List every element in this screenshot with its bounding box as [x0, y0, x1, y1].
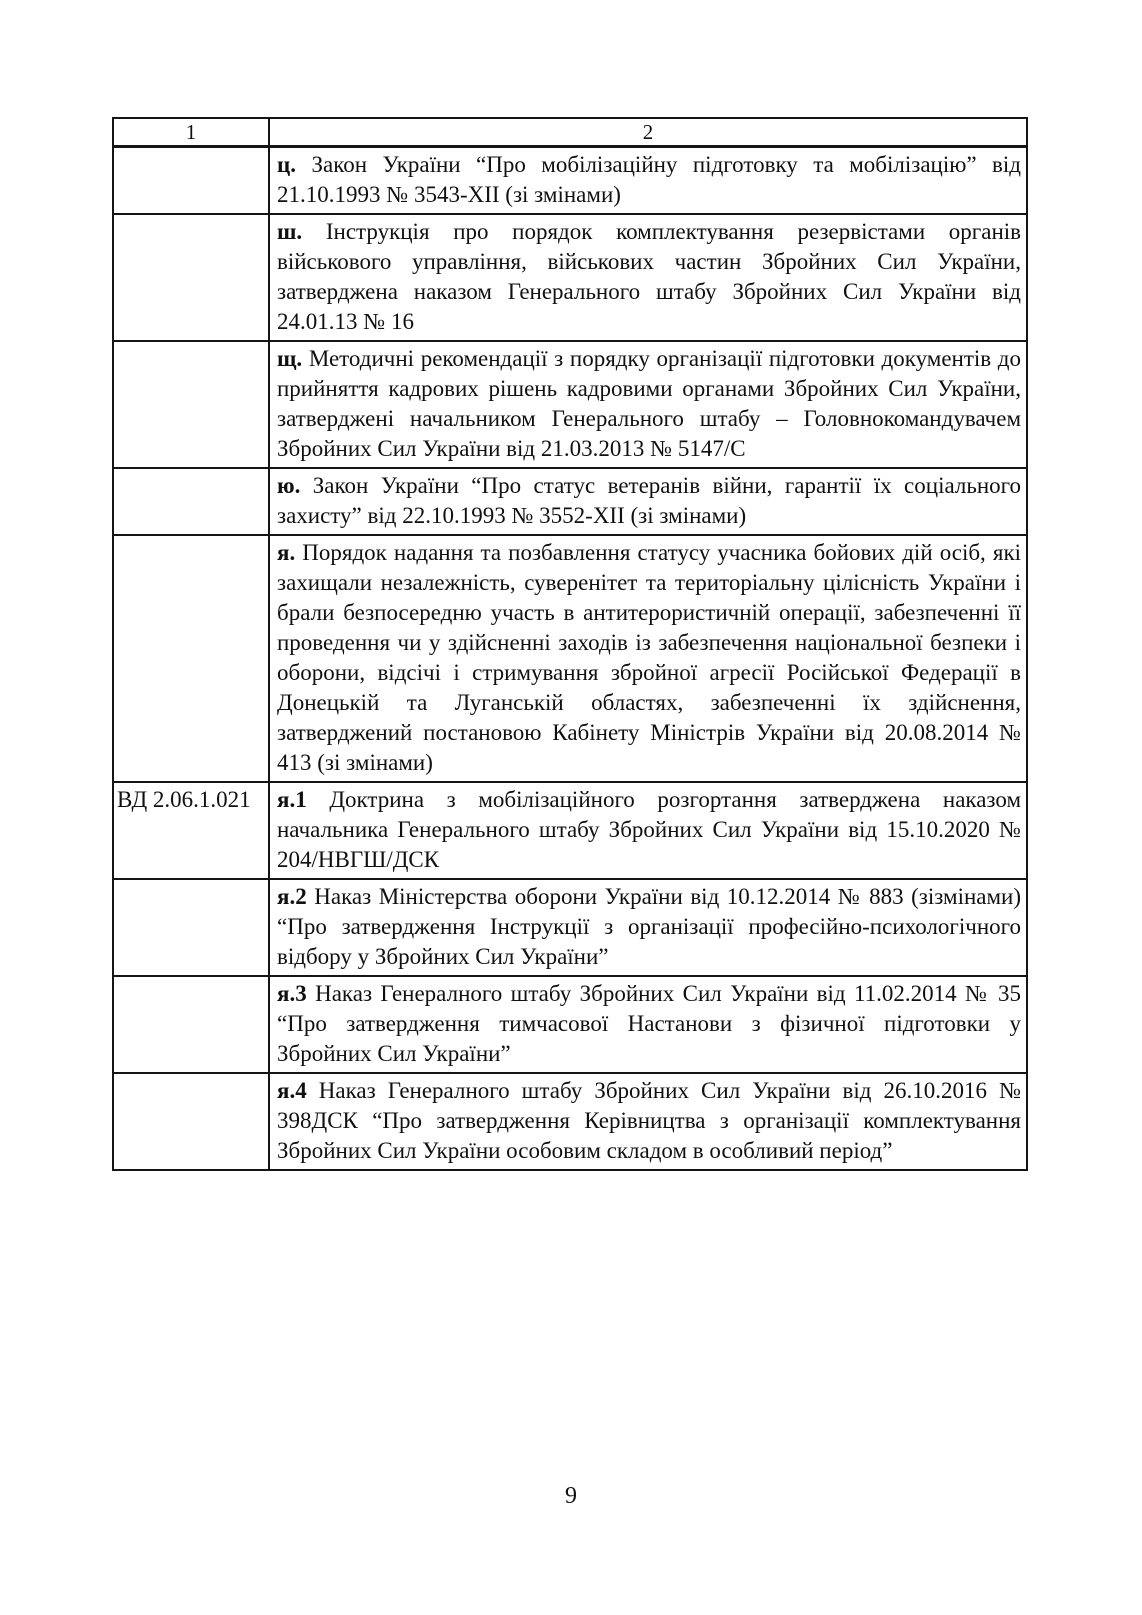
reference-text-cell [269, 341, 1027, 468]
reference-text-cell [269, 214, 1027, 341]
reference-text-cell [269, 468, 1027, 535]
column-header-2: 2 [269, 118, 1027, 147]
document-code-cell [113, 879, 269, 976]
document-code-cell [113, 1073, 269, 1170]
item-text: Наказ Міністерства оборони України від 10.12.2014 № 883 (зізмінами) “Про затвердження Інструкції з організації професійно-психологічного відбору у Збройних Сил України” [277, 884, 1022, 969]
item-label: я. [277, 540, 296, 565]
document-code-cell [113, 147, 269, 215]
document-code-cell: ВД 2.06.1.021 [113, 782, 269, 879]
table-row [113, 535, 1027, 782]
item-text: Закон України “Про статус ветеранів війни, гарантії їх соціального захисту” від 22.10.1993 № 3552-XII (зі змінами) [277, 473, 1022, 528]
reference-text-cell [269, 976, 1027, 1073]
reference-text-cell [269, 782, 1027, 879]
item-label: я.3 [277, 981, 307, 1006]
item-label: я.2 [277, 884, 307, 909]
references-table [112, 117, 1028, 1171]
item-text: Закон України “Про мобілізаційну підготовку та мобілізацію” від 21.10.1993 № 3543-XII (зі змінами) [277, 152, 1022, 207]
table-row [113, 976, 1027, 1073]
item-label: я.1 [277, 787, 307, 812]
reference-text-cell [269, 535, 1027, 782]
document-code-cell [113, 976, 269, 1073]
table-row [113, 782, 1027, 879]
reference-text-cell [269, 879, 1027, 976]
item-text: Наказ Генералного штабу Збройних Сил України від 26.10.2016 № 398ДСК “Про затвердження Керівництва з організації комплектування Збройних Сил України особовим складом в особливий період” [277, 1078, 1022, 1163]
table-row [113, 341, 1027, 468]
table-row [113, 468, 1027, 535]
table-body [113, 147, 1027, 1171]
item-text: Методичні рекомендації з порядку організації підготовки документів до прийняття кадрових рішень кадровими органами Збройних Сил України, затверджені начальником Генерального штабу – Головнокомандувачем Збройних Сил України від 21.03.2013 № 5147/С [277, 346, 1022, 461]
document-code-cell [113, 214, 269, 341]
item-label: я.4 [277, 1078, 307, 1103]
column-header-1: 1 [113, 118, 269, 147]
item-text: Доктрина з мобілізаційного розгортання затверджена наказом начальника Генерального штабу Збройних Сил України від 15.10.2020 № 204/НВГШ/ДСК [277, 787, 1022, 872]
table-row [113, 1073, 1027, 1170]
table-header-row [113, 118, 1027, 147]
reference-text-cell [269, 1073, 1027, 1170]
document-code-cell [113, 535, 269, 782]
table-row [113, 147, 1027, 215]
item-text: Наказ Генералного штабу Збройних Сил України від 11.02.2014 № 35 “Про затвердження тимчасової Настанови з фізичної підготовки у Збройних Сил України” [277, 981, 1021, 1066]
table-row [113, 214, 1027, 341]
item-text: Інструкція про порядок комплектування резервістами органів військового управління, військових частин Збройних Сил України, затверджена наказом Генерального штабу Збройних Сил України від 24.01.13 № 16 [277, 219, 1022, 334]
table-row [113, 879, 1027, 976]
item-label: ш. [277, 219, 303, 244]
item-label: ю. [277, 473, 301, 498]
reference-text-cell [269, 147, 1027, 215]
document-code-cell [113, 468, 269, 535]
item-text: Порядок надання та позбавлення статусу учасника бойових дій осіб, які захищали незалежність, суверенітет та територіальну цілісність України і брали безпосередню участь в антитерористичній операції, забезпеченні її проведення чи у здійсненні заходів із забезпечення національної безпеки і оборони, відсічі і стримування збройної агресії Російської Федерації в Донецькій та Луганській областях, забезпеченні їх здійснення, затверджений постановою Кабінету Міністрів України від 20.08.2014 № 413 (зі змінами) [277, 540, 1022, 775]
item-label: ц. [277, 152, 297, 177]
page-number: 9 [565, 1483, 577, 1509]
item-label: щ. [277, 346, 303, 371]
document-code-cell [113, 341, 269, 468]
